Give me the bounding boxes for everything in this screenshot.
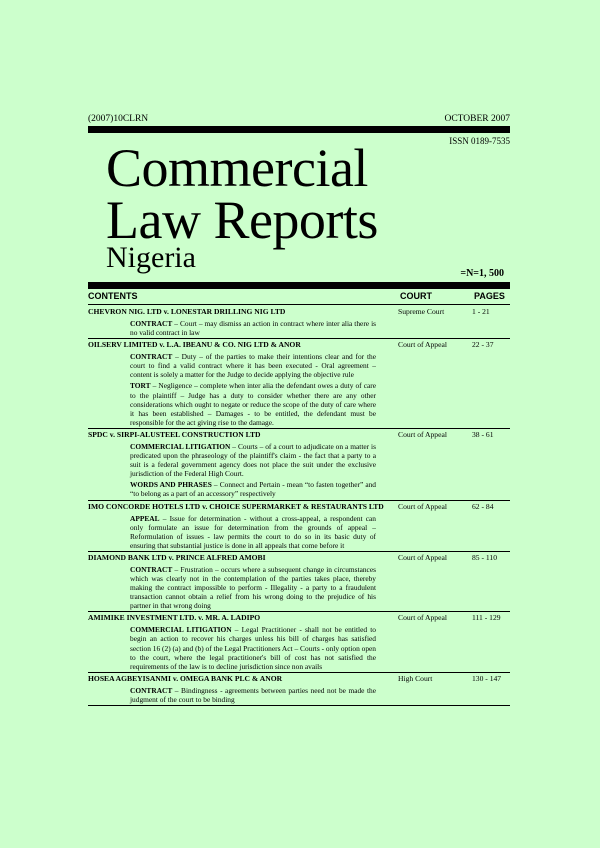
- summary-text: – Negligence – complete when inter alia the defendant owes a duty of care to the plaintiff – Judge has a duty to consider whether there are any other considerations which ought to negate or reduce the scope of the duty of care where it has been established – Damages - to be entitled, the defendant must be responsible for the act giving rise to the damage.: [130, 381, 376, 427]
- top-thick-rule: [88, 126, 510, 133]
- case-summary: [130, 381, 376, 426]
- case-court: Court of Appeal: [398, 552, 447, 562]
- summary-topic: COMMERCIAL LITIGATION: [130, 441, 231, 451]
- summary-topic: WORDS AND PHRASES: [130, 480, 212, 490]
- summary-topic: APPEAL: [130, 513, 160, 523]
- case-summary: [130, 442, 376, 478]
- case-header: [88, 306, 510, 317]
- case-row: [88, 306, 510, 339]
- case-summary: [130, 565, 376, 610]
- case-header: [88, 339, 510, 350]
- case-header: [88, 612, 510, 623]
- case-pages: 130 - 147: [472, 673, 502, 683]
- case-parties: CHEVRON NIG. LTD v. LONESTAR DRILLING NIG LTD: [88, 307, 286, 316]
- case-court: Court of Appeal: [398, 429, 447, 439]
- case-court: Court of Appeal: [398, 340, 447, 350]
- summary-text: – Frustration – occurs where a subsequent change in circumstances which was clearly not in the contemplation of the parties takes place, thereby making the contract impossible to perform - Illegality - a party to a fraudulent transaction cannot obtain a relief from his wrong doing to the prejudice of his partner in that wrong doing: [130, 564, 376, 611]
- case-pages: 22 - 37: [472, 340, 494, 350]
- summary-text: – Bindingness - agreements between parties need not be made the judgment of the court to be binding: [130, 685, 376, 704]
- contents-heading: CONTENTS: [88, 291, 138, 301]
- summary-text: – Courts – of a court to adjudicate on a matter is predicated upon the phraseology of the plaintiff's claim - the fact that a party to a suit is a federal government agency does not place the suit under the exclusive jurisdiction of the Federal High Court.: [130, 441, 376, 479]
- case-summary: [130, 480, 376, 498]
- summary-text: – Connect and Pertain - mean “to fasten together” and “to belong as a part of an accessory” respectively: [130, 480, 376, 499]
- case-parties: HOSEA AGBEYISANMI v. OMEGA BANK PLC & ANOR: [88, 673, 283, 683]
- case-court: Court of Appeal: [398, 613, 447, 623]
- case-row: [88, 673, 510, 706]
- case-parties: AMIMIKE INVESTMENT LTD. v. MR. A. LADIPO: [88, 613, 261, 623]
- title-line-3: Nigeria: [106, 241, 196, 274]
- case-summary: [130, 686, 376, 704]
- header-rule: [88, 304, 510, 305]
- case-pages: 111 - 129: [472, 613, 501, 623]
- issn: ISSN 0189-7535: [449, 136, 510, 146]
- summary-topic: TORT: [130, 381, 151, 391]
- case-court: High Court: [398, 673, 433, 683]
- case-row: [88, 552, 510, 612]
- case-header: [88, 552, 510, 563]
- court-heading: COURT: [400, 291, 432, 301]
- case-parties: IMO CONCORDE HOTELS LTD v. CHOICE SUPERMARKET & RESTAURANTS LTD: [88, 501, 384, 511]
- case-header: [88, 501, 510, 512]
- price: =N=1, 500: [460, 268, 504, 279]
- case-pages: 85 - 110: [472, 552, 498, 562]
- case-row: [88, 429, 510, 501]
- summary-text: – Issue for determination - without a cross-appeal, a respondent can only formulate an issue for determination from the grounds of appeal – Reformulation of issues - law permits the court to do so in its basic duty of ensuring that substantial justice is done in all appeals that come before it: [130, 513, 376, 550]
- summary-topic: CONTRACT: [130, 685, 173, 695]
- title-line-2: Law Reports: [106, 190, 378, 250]
- title-line-1: Commercial: [106, 138, 368, 198]
- summary-text: – Duty – of the parties to make their intentions clear and for the court to find a valid contract where it has been executed - Oral agreement – content is solely a matter for the Judge to decide applying the objective rule: [130, 352, 376, 380]
- case-parties: SPDC v. SIRPI-ALUSTEEL CONSTRUCTION LTD: [88, 429, 261, 439]
- case-parties: OILSERV LIMITED v. L.A. IBEANU & CO. NIG LTD & ANOR: [88, 340, 301, 350]
- summary-topic: CONTRACT: [130, 564, 173, 574]
- case-court: Court of Appeal: [398, 501, 447, 511]
- summary-text: – Legal Practitioner - shall not be entitled to begin an action to recover his charges unless his bill of charges has satisfied section 16 (2) (a) and (b) of the Legal Practitioners Act – Courts - only option open to the court, where the legal practitioner's bill of cost has not satisfied the requirements of the law is to decline jurisdiction since non avails: [130, 625, 376, 671]
- case-summary: [130, 514, 376, 550]
- contents-header: [88, 291, 510, 304]
- summary-topic: CONTRACT: [130, 319, 173, 328]
- case-row: [88, 501, 510, 552]
- case-summary: [130, 319, 376, 337]
- case-pages: 38 - 61: [472, 429, 494, 439]
- case-summary: [130, 625, 376, 670]
- case-pages: 1 - 21: [472, 307, 490, 316]
- case-header: [88, 429, 510, 440]
- top-line: [88, 114, 510, 124]
- summary-topic: COMMERCIAL LITIGATION: [130, 625, 232, 635]
- pages-heading: PAGES: [474, 291, 505, 301]
- case-summary: [130, 352, 376, 379]
- case-pages: 62 - 84: [472, 501, 494, 511]
- case-header: [88, 673, 510, 684]
- case-row: [88, 339, 510, 429]
- case-court: Supreme Court: [398, 307, 445, 316]
- case-row: [88, 612, 510, 672]
- summary-topic: CONTRACT: [130, 352, 173, 362]
- contents-thick-rule: [88, 282, 510, 289]
- issue-date: OCTOBER 2007: [444, 114, 510, 124]
- summary-text: – Court – may dismiss an action in contract where inter alia there is no valid contract in law: [130, 319, 376, 338]
- case-list: [88, 306, 510, 706]
- citation: (2007)10CLRN: [88, 114, 149, 124]
- case-parties: DIAMOND BANK LTD v. PRINCE ALFRED AMOBI: [88, 552, 266, 562]
